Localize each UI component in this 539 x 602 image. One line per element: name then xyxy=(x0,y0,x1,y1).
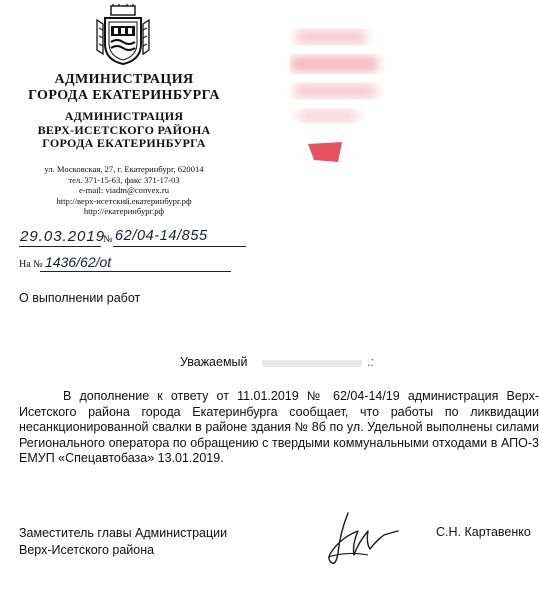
date-underline xyxy=(19,246,101,247)
position-line-1: Заместитель главы Администрации xyxy=(19,526,228,540)
number-underline xyxy=(113,246,246,247)
registration-date: 29.03.2019 xyxy=(20,228,106,245)
reference-prefix: На № xyxy=(19,259,43,270)
contact-block xyxy=(0,164,248,217)
greeting-ending: .: xyxy=(367,355,374,369)
handwritten-signature xyxy=(318,505,403,570)
letter-subject: О выполнении работ xyxy=(19,291,141,305)
signatory-name: С.Н. Картавенко xyxy=(436,525,531,539)
phone-fax: тел. 371-15-63, факс 371-17-03 xyxy=(68,174,180,185)
org-line-2: ГОРОДА ЕКАТЕРИНБУРГА xyxy=(28,88,220,103)
website-city: http://екатеринбург.рф xyxy=(83,206,165,216)
district-line-3: ГОРОДА ЕКАТЕРИНБУРГА xyxy=(42,136,206,150)
address: ул. Московская, 27, г. Екатеринбург, 620014 xyxy=(44,164,204,174)
registration-number: 62/04-14/855 xyxy=(115,228,208,244)
number-prefix: № xyxy=(103,234,113,245)
reference-number: 1436/62/ot xyxy=(45,254,112,270)
email: e-mail: viadm@convex.ru xyxy=(78,185,169,195)
body-paragraph: В дополнение к ответу от 11.01.2019 № 62/04-14/19 администрация Верх-Исетского района города Екатеринбурга сообщает, что работы по ликвидации несанкционированной свалки в районе здания № 8б по ул. Удельной выполнены силами Регионального оператора по обращению с твердыми коммунальными отходами в АПО-3 ЕМУП «Спецавтобаза» 13.01.2019. xyxy=(19,389,539,466)
district-administration-title xyxy=(0,110,248,151)
signatory-position xyxy=(19,525,227,559)
city-administration-title xyxy=(0,72,248,104)
coat-of-arms-emblem xyxy=(95,4,151,66)
website-district: http://верх-исетский.екатеринбург.рф xyxy=(56,195,192,206)
org-line-1: АДМИНИСТРАЦИЯ xyxy=(54,72,194,87)
district-line-1: АДМИНИСТРАЦИЯ xyxy=(64,109,184,123)
redacted-addressee-area xyxy=(290,20,385,170)
position-line-2: Верх-Исетского района xyxy=(19,543,155,557)
letter-body xyxy=(19,389,539,467)
greeting: Уважаемый xyxy=(180,355,248,369)
reference-underline xyxy=(40,271,231,272)
redacted-recipient-name xyxy=(258,356,368,370)
district-line-2: ВЕРХ-ИСЕТСКОГО РАЙОНА xyxy=(37,122,211,137)
